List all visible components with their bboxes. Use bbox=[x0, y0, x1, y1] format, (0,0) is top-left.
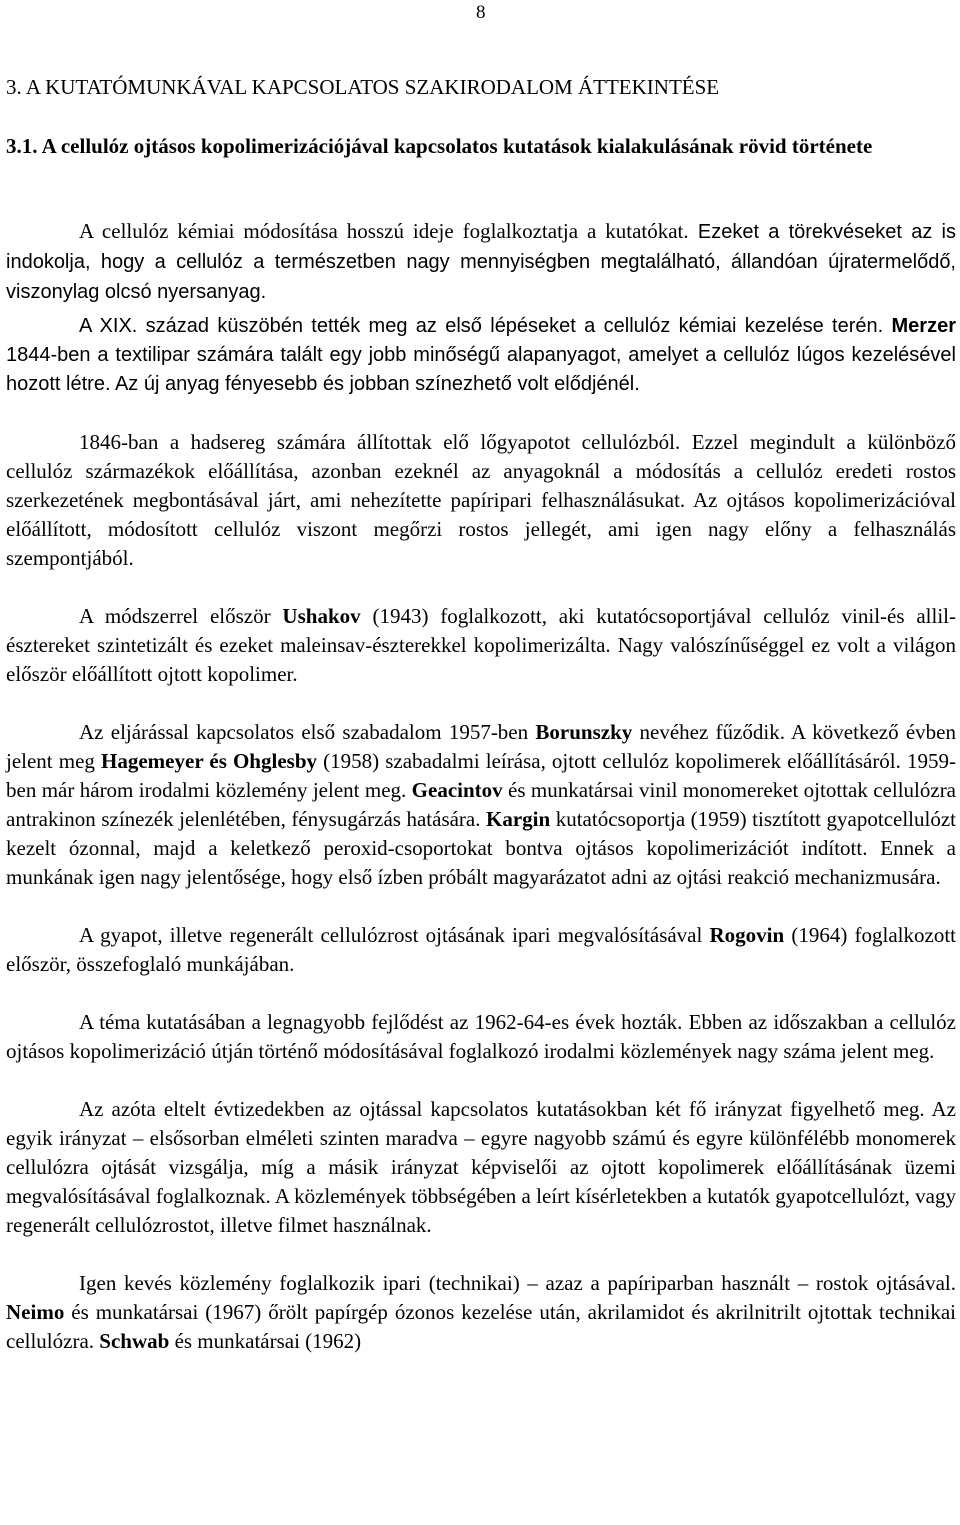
section-title: 3.1. A cellulóz ojtásos kopolimerizációjával kapcsolatos kutatások kialakulásának rövid története bbox=[6, 134, 873, 158]
author-neimo: Neimo bbox=[6, 1300, 65, 1324]
page-number: 8 bbox=[476, 2, 486, 23]
paragraph-1-text-b: Ezeket a törekvéseket az is indokolja, hogy a cellulóz a természetben nagy mennyiségben megtalálható, állandóan újratermelődő, viszonylag olcsó nyersanyag. bbox=[6, 221, 956, 303]
body-text bbox=[6, 217, 956, 1356]
paragraph-9-text-a: Igen kevés közlemény foglalkozik ipari (technikai) – azaz a papíriparban használt – rostok ojtásával. bbox=[79, 1271, 956, 1295]
author-hagemeyer-ohglesby: Hagemeyer és Ohglesby bbox=[101, 749, 317, 773]
author-kargin: Kargin bbox=[486, 807, 551, 831]
paragraph-8: Az azóta eltelt évtizedekben az ojtással kapcsolatos kutatásokban két fő irányzat figyelhető meg. Az egyik irányzat – elsősorban elméleti szinten maradva – egyre nagyobb számú és egyre különfélébb monomerek cellulózra ojtását vizsgálja, míg a másik irányzat képviselői az ojtott kopolimerek előállításának üzemi megvalósításával foglalkoznak. A közlemények többségében a leírt kísérletekben a kutatók gyapotcellulózt, vagy regenerált cellulózrostot, illetve filmet használnak. bbox=[6, 1097, 956, 1237]
paragraph-2 bbox=[6, 312, 956, 399]
paragraph-9-text-b: és munkatársai (1967) őrölt papírgép ózonos kezelése után, akrilamidot és akrilnitrilt ojtottak technikai cellulózra. bbox=[6, 1300, 956, 1353]
paragraph-4-text-b: (1943) foglalkozott, aki kutatócsoportjával cellulóz vinil-és allil-észtereket szintetizált és ezeket maleinsav-észterekkel kopolimerizálta. Nagy valószínűséggel ez volt a világon először előállított ojtott kopolimer. bbox=[6, 604, 956, 686]
chapter-title: 3. A KUTATÓMUNKÁVAL KAPCSOLATOS SZAKIRODALOM ÁTTEKINTÉSE bbox=[6, 75, 720, 99]
paragraph-2-text-b: 1844-ben a textilipar számára talált egy jobb minőségű alapanyagot, amelyet a cellulóz lúgos kezelésével hozott létre. Az új anyag fényesebb és jobban színezhető volt elődjénél. bbox=[6, 344, 956, 395]
paragraph-5-text-c: (1958) szabadalmi leírása, ojtott cellulóz kopolimerek előállításáról. 1959-ben már három irodalmi közlemény jelent meg. bbox=[6, 749, 956, 802]
author-borunszky: Borunszky bbox=[535, 720, 633, 744]
paragraph-5-text-e: kutatócsoportja (1959) tisztított gyapotcellulózt kezelt ózonnal, majd a keletkező peroxid-csoportokat bontva ojtásos kopolimerizációt indított. Ennek a munkának igen nagy jelentősége, hogy első ízben próbált magyarázatot adni az ojtási reakció mechanizmusára. bbox=[6, 807, 956, 889]
author-merzer: Merzer bbox=[891, 315, 956, 337]
paragraph-7: A téma kutatásában a legnagyobb fejlődést az 1962-64-es évek hozták. Ebben az időszakban a cellulóz ojtásos kopolimerizáció útján történő módosításával foglalkozó irodalmi közlemények nagy száma jelent meg. bbox=[6, 1010, 956, 1063]
paragraph-9 bbox=[6, 1269, 956, 1356]
author-schwab: Schwab bbox=[99, 1329, 170, 1353]
author-ushakov: Ushakov bbox=[282, 604, 361, 628]
paragraph-9-text-c: és munkatársai (1962) bbox=[169, 1329, 362, 1353]
paragraph-5 bbox=[6, 718, 956, 892]
author-rogovin: Rogovin bbox=[709, 923, 785, 947]
paragraph-4-text-a: A módszerrel először bbox=[79, 604, 283, 628]
author-geacintov: Geacintov bbox=[411, 778, 503, 802]
paragraph-6 bbox=[6, 921, 956, 979]
paragraph-3: 1846-ban a hadsereg számára állítottak elő lőgyapotot cellulózból. Ezzel megindult a különböző cellulóz származékok előállítása, azonban ezeknél az anyagoknál a módosítás a cellulóz eredeti rostos szerkezetének megbontásával járt, ami nehezítette papíripari felhasználásukat. Az ojtásos kopolimerizációval előállított, módosított cellulóz viszont megőrzi rostos jellegét, ami igen nagy előny a felhasználás szempontjából. bbox=[6, 430, 956, 570]
paragraph-2-text-a: A XIX. század küszöbén tették meg az első lépéseket a cellulóz kémiai kezelése terén. bbox=[79, 315, 884, 337]
paragraph-1 bbox=[6, 217, 956, 307]
paragraph-4 bbox=[6, 602, 956, 689]
paragraph-5-text-a: Az eljárással kapcsolatos első szabadalom 1957-ben bbox=[79, 720, 536, 744]
paragraph-5-text-b: nevéhez fűződik. A következő évben jelent meg bbox=[6, 720, 956, 773]
paragraph-1-text-a: A cellulóz kémiai módosítása hosszú ideje foglalkoztatja a kutatókat. bbox=[79, 219, 689, 243]
paragraph-5-text-d: és munkatársai vinil monomereket ojtottak cellulózra antrakinon színezék jelenlétében, fénysugárzás hatására. bbox=[6, 778, 957, 831]
paragraph-6-text-a: A gyapot, illetve regenerált cellulózrost ojtásának ipari megvalósításával bbox=[79, 923, 710, 947]
paragraph-6-text-b: (1964) foglalkozott először, összefoglaló munkájában. bbox=[6, 923, 956, 976]
